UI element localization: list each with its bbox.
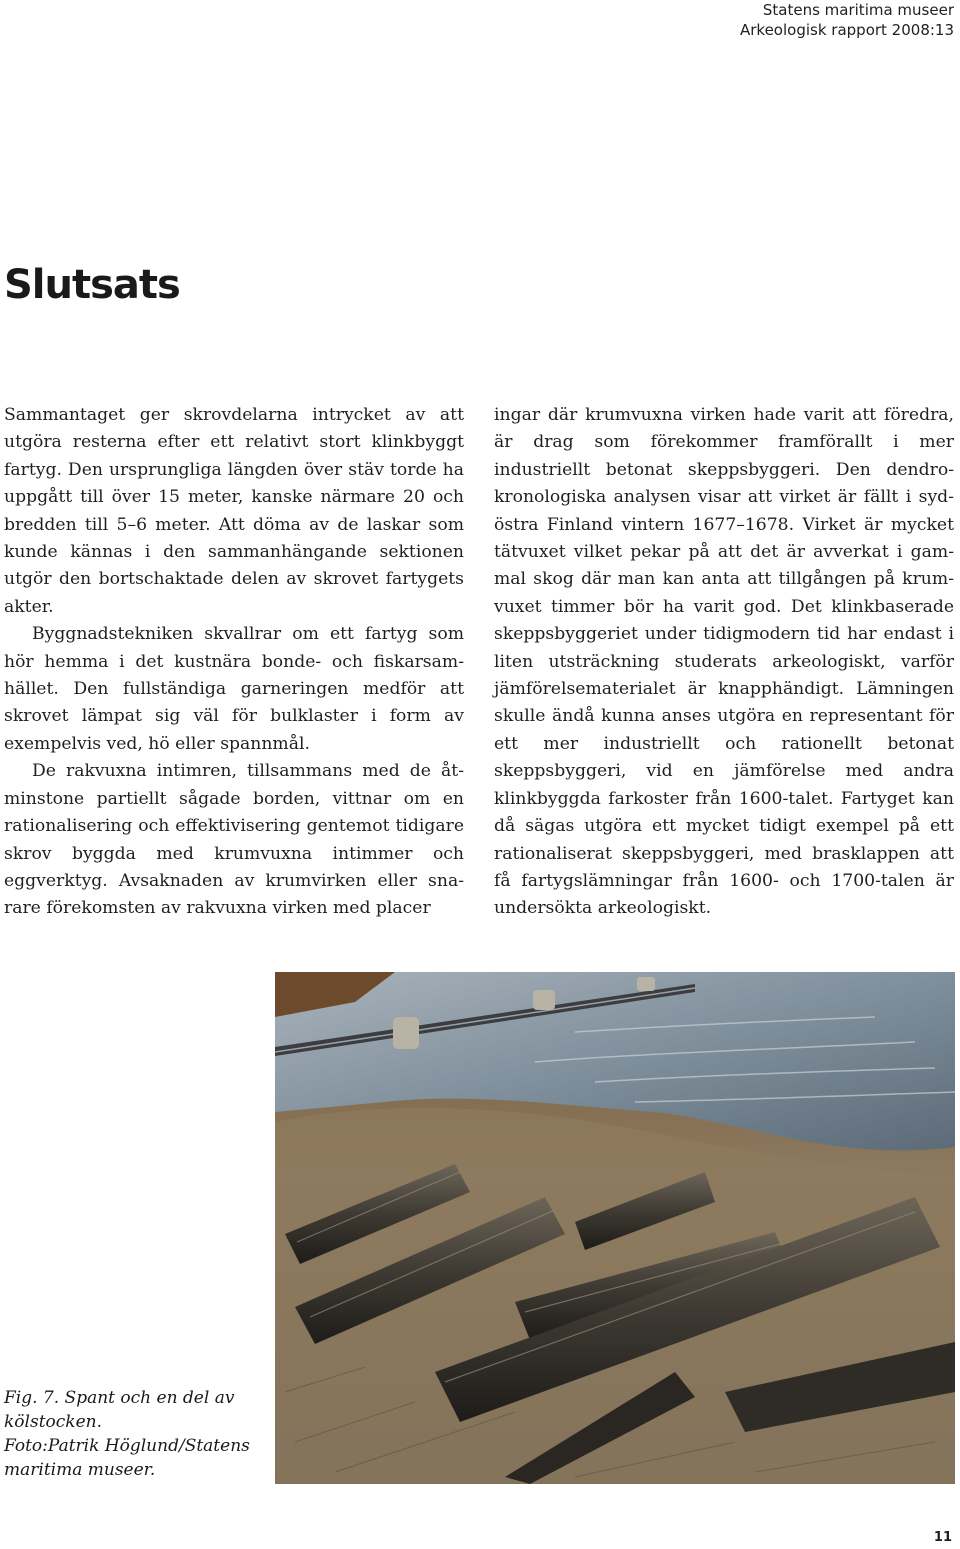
photo-figure [275,972,955,1484]
paragraph: ingar där krumvuxna virken hade varit att föredra, är drag som förekommer framförallt i mer industriellt betonat skeppsbyggeri. Den dendrokronologiska analysen visar att virket är fällt i sydöstra Finland vintern 1677–1678. Virket är mycket tätvuxet vilket pekar på att det är avverkat i gammal skog där man kan anta att tillgången på krumvuxet timmer bör ha varit god. Det klinkbaserade skeppsbyggeriet under tidigmodern tid har endast i liten utsträckning studerats arkeologiskt, varför jämförelsematerialet är knapphändigt. Lämningen skulle ändå kunna anses utgöra en representant för ett mer industriellt och rationellt betonat skeppsbyggeri, vid en jämförelse med andra klinkbyggda farkoster från 1600-talet. Fartyget kan då sägas utgöra ett mycket tidigt exempel på ett rationaliserat skeppsbyggeri, med brasklappen att få fartygslämningar från 1600- och 1700-talen är undersökta arkeologiskt. [494,405,954,919]
header-report-id: Arkeologisk rapport 2008:13 [740,21,954,39]
text-column-left [4,402,464,923]
shipwreck-photo [275,972,955,1484]
page-number: 11 [933,1530,952,1545]
paragraph: Sammantaget ger skrovdelarna intrycket av att utgöra resterna efter ett relativt stort klinkbyggt fartyg. Den ursprungliga längden över stäv torde ha uppgått till över 15 meter, kanske närmare 20 och bredden till 5–6 meter. Att döma av de laskar som kunde kännas i den sammanhängande sektionen utgör den bortschaktade delen av skrovet fartygets akter. [4,405,464,617]
header-publisher: Statens maritima museer [762,1,954,19]
figure-caption [4,1386,266,1482]
paragraph: De rakvuxna intimren, tillsammans med de åtminstone partiellt sågade borden, vittnar om en rationalisering och effektivisering gentemot tidigare skrov byggda med krumvuxna intimmer och eggverktyg. Avsaknaden av krumvirken eller snarare förekomsten av rakvuxna virken med placer [4,761,464,919]
photo-credit: Foto:Patrik Höglund/Statens maritima museer. [4,1436,250,1480]
text-column-right [494,402,954,923]
page-title: Slutsats [4,262,180,308]
running-header [740,0,954,40]
paragraph: Byggnadstekniken skvallrar om ett fartyg som hör hemma i det kustnära bonde- och fiskarsamhället. Den fullständiga garneringen medför att skrovet lämpat sig väl för bulklaster i form av exempelvis ved, hö eller spannmål. [4,624,464,754]
caption-text: Fig. 7. Spant och en del av kölstocken. [4,1388,235,1432]
